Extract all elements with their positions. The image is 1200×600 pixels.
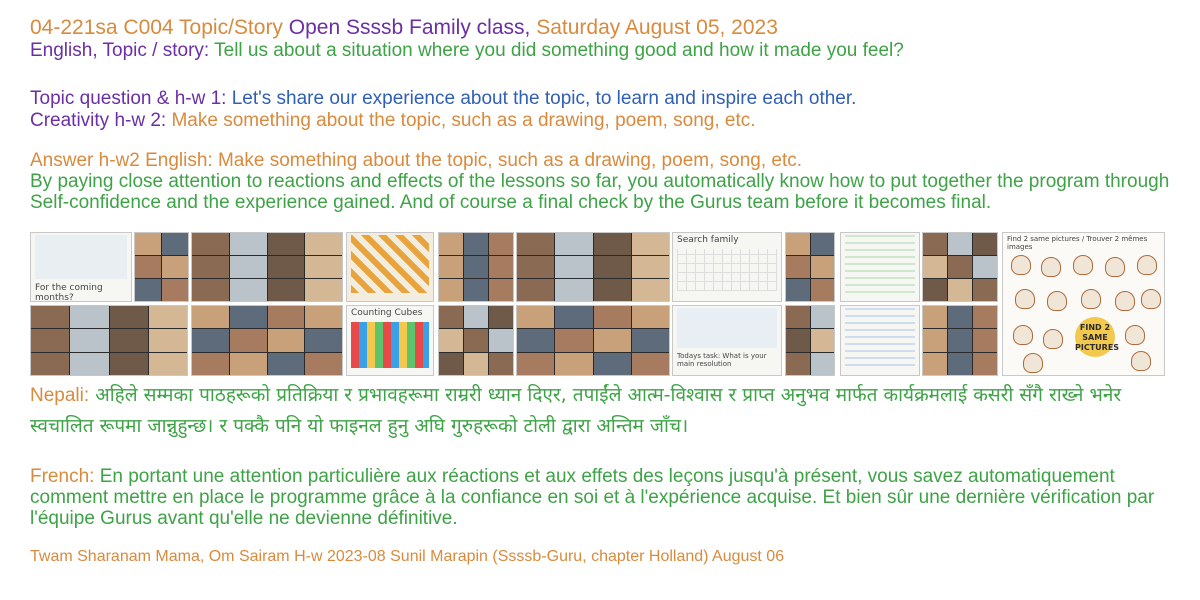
chicken-icon [1043, 329, 1063, 349]
photo-collage [30, 232, 1165, 376]
video-call-screenshot [785, 232, 835, 302]
hw2-text: Make something about the topic, such as a drawing, poem, song, etc. [171, 110, 756, 131]
nepali-text: अहिले सम्मका पाठहरूको प्रतिक्रिया र प्रभावहरूमा राम्ररी ध्यान दिएर, तपाईंले आत्म-विश्वास र प्राप्त अनुभव मार्फत कार्यक्रमलाई कसरी सँगै राख्ने भनेर स्वचालित रूपमा जान्नुहुन्छ। र पक्कै पनि यो फाइनल हुनु अघि गुरुहरूको टोली द्वारा अन्तिम जाँच। [30, 384, 1122, 437]
chicken-icon [1141, 289, 1161, 309]
video-call-screenshot [438, 232, 514, 302]
video-call-screenshot [922, 232, 998, 302]
topic-line [30, 40, 904, 62]
french-paragraph [30, 466, 1180, 529]
map-drawing-image [30, 232, 132, 302]
video-call-screenshot [516, 232, 670, 302]
video-call-screenshot [516, 305, 670, 376]
class-name: Open Ssssb Family class, [288, 16, 531, 39]
cubes-caption: Counting Cubes [351, 308, 423, 318]
chicken-icon [1115, 291, 1135, 311]
chicken-icon [1125, 325, 1145, 345]
video-call-screenshot [922, 305, 998, 376]
map-caption: For the coming months? [35, 283, 103, 302]
nepali-label: Nepali: [30, 385, 90, 406]
nepali-paragraph [30, 380, 1180, 441]
chicken-icon [1131, 351, 1151, 371]
footer-signature: Twam Sharanam Mama, Om Sairam H-w 2023-08 Sunil Marapin (Ssssb-Guru, chapter Holland) August 06 [30, 548, 785, 565]
chicken-icon [1073, 255, 1093, 275]
video-call-screenshot [438, 305, 514, 376]
chicken-icon [1137, 255, 1157, 275]
chicken-icon [1081, 289, 1101, 309]
topic-label: English, Topic / story: [30, 40, 210, 61]
topic-text: Tell us about a situation where you did something good and how it made you feel? [214, 40, 904, 61]
word-search-caption: Search family [677, 235, 739, 245]
hw1-label: Topic question & h-w 1: [30, 88, 227, 109]
chicken-icon [1015, 289, 1035, 309]
answer-heading: Answer h-w2 English: Make something about the topic, such as a drawing, poem, song, etc. [30, 150, 803, 171]
video-call-screenshot [134, 232, 189, 302]
hw2-line [30, 110, 756, 132]
page-title [30, 16, 778, 40]
counting-cubes-image [346, 305, 434, 376]
find-same-pictures-image [1002, 232, 1165, 376]
find-header-caption: Find 2 same pictures / Trouver 2 mêmes images [1007, 235, 1148, 251]
chicken-icon [1047, 291, 1067, 311]
french-label: French: [30, 466, 95, 487]
hw1-line [30, 88, 856, 110]
french-text: En portant une attention particulière aux réactions et aux effets des leçons jusqu'à présent, vous savez automatiquement comment mettre en place le programme grâce à la confiance en soi et à l'expérience acquise. Et bien sûr une dernière vérification par l'équipe Gurus avant qu'elle ne devienne définitive. [30, 466, 1155, 529]
animals-worksheet-image [346, 232, 434, 302]
chicken-icon [1041, 257, 1061, 277]
class-date: Saturday August 05, 2023 [536, 16, 778, 39]
video-call-screenshot [191, 232, 343, 302]
chicken-icon [1105, 257, 1125, 277]
hw2-label: Creativity h-w 2: [30, 110, 167, 131]
class-code: 04-221sa C004 Topic/Story [30, 16, 283, 39]
word-search-image [672, 232, 782, 302]
text-list-image [840, 305, 920, 376]
find-badge: FIND 2 SAME PICTURES [1075, 317, 1115, 357]
chicken-icon [1011, 255, 1031, 275]
birds-resolution-image [672, 305, 782, 376]
hw1-text: Let's share our experience about the topic, to learn and inspire each other. [231, 88, 857, 109]
video-call-screenshot [785, 305, 835, 376]
chicken-icon [1013, 325, 1033, 345]
resolution-caption: Todays task: What is your main resolution [677, 352, 767, 368]
video-call-screenshot [191, 305, 343, 376]
text-list-image [840, 232, 920, 302]
chicken-icon [1023, 353, 1043, 373]
answer-english: By paying close attention to reactions and effects of the lessons so far, you automatically know how to put together the program through Self-confidence and the experience gained. And of course a final check by the Gurus team before it becomes final. [30, 171, 1170, 213]
video-call-screenshot [30, 305, 188, 376]
